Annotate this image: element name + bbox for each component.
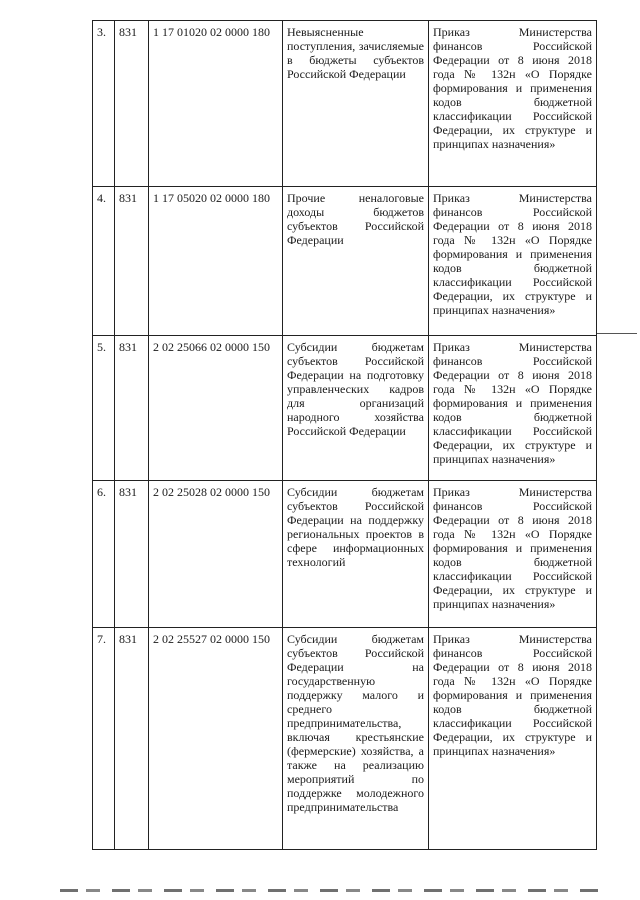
row-number: 3. [93, 21, 115, 187]
table-row [93, 481, 597, 628]
row-number: 5. [93, 336, 115, 481]
revenue-name: Невыясненные поступления, зачисляемые в бюджеты субъектов Российской Федерации [283, 21, 429, 187]
revenue-name: Субсидии бюджетам субъектов Российской Федерации на поддержку региональных проектов в сфере информационных технологий [283, 481, 429, 628]
administrator-code: 831 [115, 336, 149, 481]
administrator-code: 831 [115, 187, 149, 336]
revenue-name: Субсидии бюджетам субъектов Российской Федерации на государственную поддержку малого и среднего предпринимательства, включая крестьянские (фермерские) хозяйства, а также на реализацию мероприятий по поддержке молодежного предпринимательства [283, 628, 429, 850]
legal-basis: Приказ Министерства финансов Российской Федерации от 8 июня 2018 года № 132н «О Порядке формирования и применения кодов бюджетной классификации Российской Федерации, их структуре и принципах назначения» [429, 21, 597, 187]
table-row [93, 628, 597, 850]
table-row [93, 187, 597, 336]
table-row [93, 21, 597, 187]
administrator-code: 831 [115, 628, 149, 850]
budget-classification-code: 2 02 25028 02 0000 150 [149, 481, 283, 628]
budget-classification-code: 1 17 05020 02 0000 180 [149, 187, 283, 336]
margin-line [597, 333, 637, 334]
budget-classification-code: 2 02 25066 02 0000 150 [149, 336, 283, 481]
revenue-name: Прочие неналоговые доходы бюджетов субъектов Российской Федерации [283, 187, 429, 336]
budget-classification-code: 1 17 01020 02 0000 180 [149, 21, 283, 187]
legal-basis: Приказ Министерства финансов Российской Федерации от 8 июня 2018 года № 132н «О Порядке формирования и применения кодов бюджетной классификации Российской Федерации, их структуре и принципах назначения» [429, 336, 597, 481]
legal-basis: Приказ Министерства финансов Российской Федерации от 8 июня 2018 года № 132н «О Порядке формирования и применения кодов бюджетной классификации Российской Федерации, их структуре и принципах назначения» [429, 187, 597, 336]
budget-classification-code: 2 02 25527 02 0000 150 [149, 628, 283, 850]
row-number: 4. [93, 187, 115, 336]
table-row [93, 336, 597, 481]
administrator-code: 831 [115, 21, 149, 187]
row-number: 7. [93, 628, 115, 850]
legal-basis: Приказ Министерства финансов Российской Федерации от 8 июня 2018 года № 132н «О Порядке формирования и применения кодов бюджетной классификации Российской Федерации, их структуре и принципах назначения» [429, 481, 597, 628]
legal-basis: Приказ Министерства финансов Российской Федерации от 8 июня 2018 года № 132н «О Порядке формирования и применения кодов бюджетной классификации Российской Федерации, их структуре и принципах назначения» [429, 628, 597, 850]
budget-classification-table [92, 20, 597, 850]
revenue-name: Субсидии бюджетам субъектов Российской Федерации на подготовку управленческих кадров для организаций народного хозяйства Российской Федерации [283, 336, 429, 481]
row-number: 6. [93, 481, 115, 628]
administrator-code: 831 [115, 481, 149, 628]
scan-artifact [60, 889, 600, 892]
